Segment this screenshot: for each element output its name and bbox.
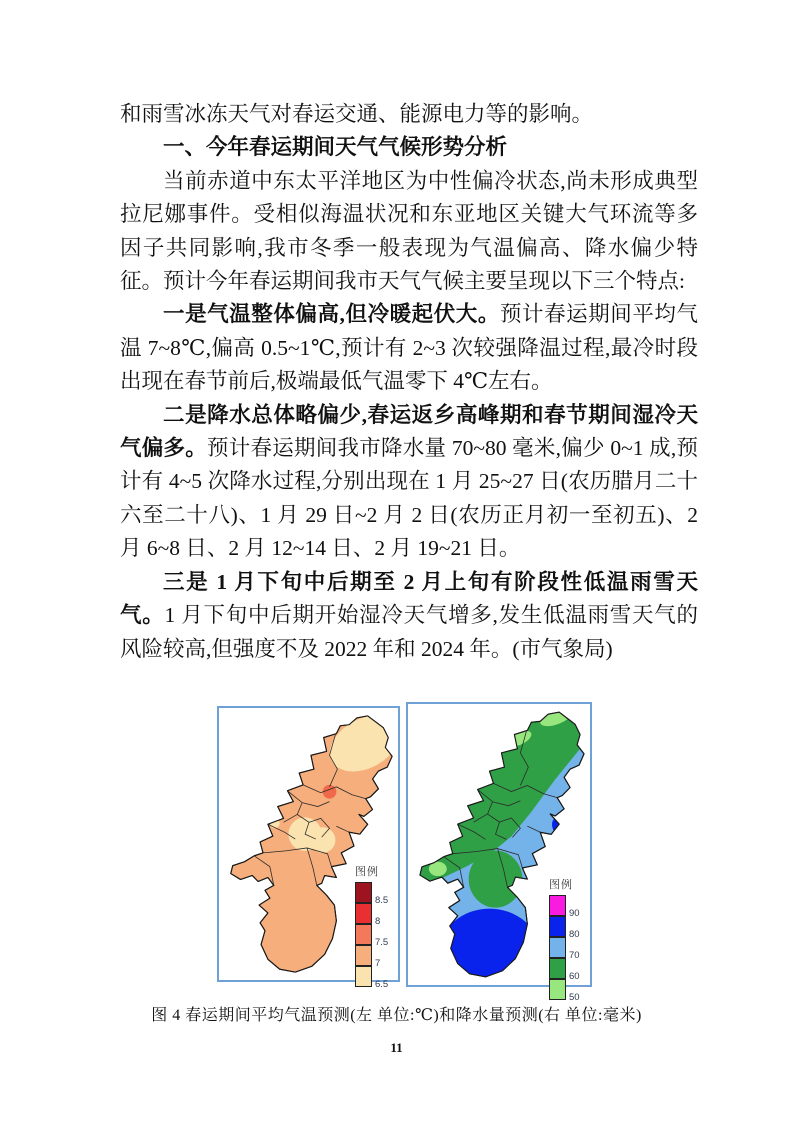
- section-heading: 一、今年春运期间天气气候形势分析: [163, 135, 508, 160]
- point2-lead: 二是降水总体略偏少,春运返乡高峰期和春节期间湿冷天气偏多。: [120, 402, 698, 461]
- document-body: [120, 98, 698, 666]
- legend-label: 90: [569, 907, 580, 919]
- legend-label: 7: [375, 957, 381, 969]
- paragraph-overview: 当前赤道中东太平洋地区为中性偏冷状态,尚未形成典型拉尼娜事件。受相似海温状况和东亚地区关键大气环流等多因子共同影响,我市冬季一般表现为气温偏高、降水偏少特征。预计今年春运期间我市天气气候主要呈现以下三个特点:: [120, 168, 698, 294]
- point2-body: 预计春运期间我市降水量 70~80 毫米,偏少 0~1 成,预计有 4~5 次降水过程,分别出现在 1 月 25~27 日(农历腊月二十六至二十八)、1 月 29 日~2 月 2 日(农历正月初一至初五)、2 月 6~8 日、2 月 12~14 日、2 月 19~21 日。: [120, 436, 698, 561]
- paragraph-point1: [120, 298, 698, 398]
- legend-swatch: [355, 945, 372, 966]
- legend-swatch: [549, 895, 566, 916]
- precipitation-legend: [549, 876, 580, 1003]
- legend-swatch: [549, 937, 566, 958]
- point3-body: 1 月下旬中后期开始湿冷天气增多,发生低温雨雪天气的风险较高,但强度不及 2022 年和 2024 年。(市气象局): [120, 603, 698, 661]
- point1-body: 预计春运期间平均气温 7~8℃,偏高 0.5~1℃,预计有 2~3 次较强降温过程,最冷时段出现在春节前后,极端最低气温零下 4℃左右。: [120, 302, 698, 394]
- legend-item: [549, 895, 580, 919]
- temperature-legend: [355, 863, 389, 990]
- legend-label: 60: [569, 970, 580, 982]
- legend-label: 50: [569, 991, 580, 1003]
- legend-label: 8.5: [375, 894, 389, 906]
- figure-caption: 图 4 春运期间平均气温预测(左 单位:℃)和降水量预测(右 单位:毫米): [151, 1007, 642, 1024]
- legend-item: [355, 966, 389, 990]
- precipitation-map: [406, 702, 592, 1003]
- legend-label: 80: [569, 928, 580, 940]
- legend-item: [355, 903, 388, 927]
- legend-item: [355, 945, 388, 969]
- legend-swatch: [549, 958, 566, 979]
- paragraph-point3: [120, 566, 698, 666]
- page-number: 11: [390, 1040, 403, 1055]
- temperature-legend-title: 图例: [355, 866, 379, 878]
- legend-item: [549, 937, 580, 961]
- legend-item: [549, 916, 580, 940]
- legend-label: 8: [375, 915, 381, 927]
- point3-lead: 三是 1 月下旬中后期至 2 月上旬有阶段性低温雨雪天气。: [120, 569, 698, 628]
- legend-label: 6.5: [375, 978, 389, 990]
- legend-swatch: [355, 924, 372, 945]
- legend-item: [355, 924, 389, 948]
- legend-item: [549, 958, 580, 982]
- legend-item: [549, 979, 580, 1003]
- legend-swatch: [549, 979, 566, 1000]
- legend-swatch: [549, 916, 566, 937]
- legend-label: 7.5: [375, 936, 389, 948]
- legend-label: 70: [569, 949, 580, 961]
- paragraph-intro: 和雨雪冰冻天气对春运交通、能源电力等的影响。: [120, 102, 594, 126]
- paragraph-point2: [120, 399, 698, 566]
- point1-lead: 一是气温整体偏高,但冷暖起伏大。: [163, 302, 500, 327]
- legend-swatch: [355, 882, 372, 903]
- temperature-map: [217, 706, 400, 990]
- precipitation-legend-title: 图例: [549, 879, 573, 891]
- legend-item: [355, 882, 389, 906]
- legend-swatch: [355, 966, 372, 987]
- legend-swatch: [355, 903, 372, 924]
